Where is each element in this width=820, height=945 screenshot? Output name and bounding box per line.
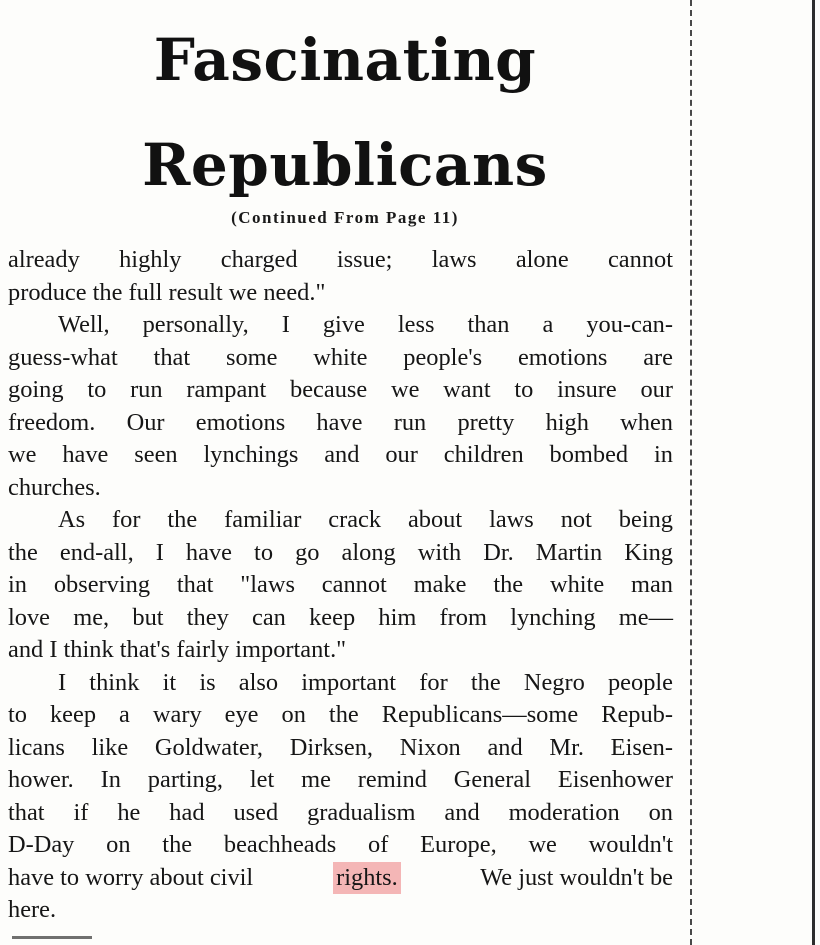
highlighted-word: rights. — [333, 862, 401, 895]
article-final-line: here. — [8, 896, 57, 923]
headline-line-2: Republicans — [142, 131, 548, 199]
article-line: guess-what that some white people's emotions are — [8, 343, 673, 371]
article-line: As for the familiar crack about laws not being — [58, 506, 673, 533]
line-text-before: have to worry about civil — [8, 863, 260, 891]
article-line: churches. — [8, 473, 101, 501]
column-rule — [690, 0, 692, 945]
continued-from-note: (Continued From Page 11) — [231, 208, 459, 227]
article-body — [8, 244, 673, 927]
page-edge-rule — [812, 0, 815, 945]
article-line: freedom. Our emotions have run pretty high when — [8, 408, 673, 436]
line-text-after: We just wouldn't be — [474, 863, 673, 891]
article-line: to keep a wary eye on the Republicans—some Repub- — [8, 701, 673, 728]
article-line: in observing that "laws cannot make the white man — [8, 571, 673, 598]
article-line: hower. In parting, let me remind General Eisenhower — [8, 766, 673, 793]
article-line: produce the full result we need." — [8, 278, 326, 306]
headline-line-1: Fascinating — [153, 26, 537, 94]
article-line: we have seen lynchings and our children bombed in — [8, 441, 673, 468]
article-line: licans like Goldwater, Dirksen, Nixon and Mr. Eisen- — [8, 733, 673, 761]
article-line: I think it is also important for the Negro people — [58, 668, 673, 696]
article-line: going to run rampant because we want to insure our — [8, 376, 673, 403]
article-line: love me, but they can keep him from lynching me— — [8, 603, 673, 631]
article-line: that if he had used gradualism and moderation on — [8, 798, 673, 826]
article-line: already highly charged issue; laws alone cannot — [8, 246, 673, 273]
bottom-rule-mark — [12, 936, 92, 939]
article-line: Well, personally, I give less than a you-can- — [58, 311, 673, 338]
article-line: and I think that's fairly important." — [8, 636, 347, 663]
article-line: the end-all, I have to go along with Dr. Martin King — [8, 538, 673, 566]
article-line-highlighted — [8, 862, 673, 895]
article-line: D-Day on the beachheads of Europe, we wouldn't — [8, 831, 673, 858]
